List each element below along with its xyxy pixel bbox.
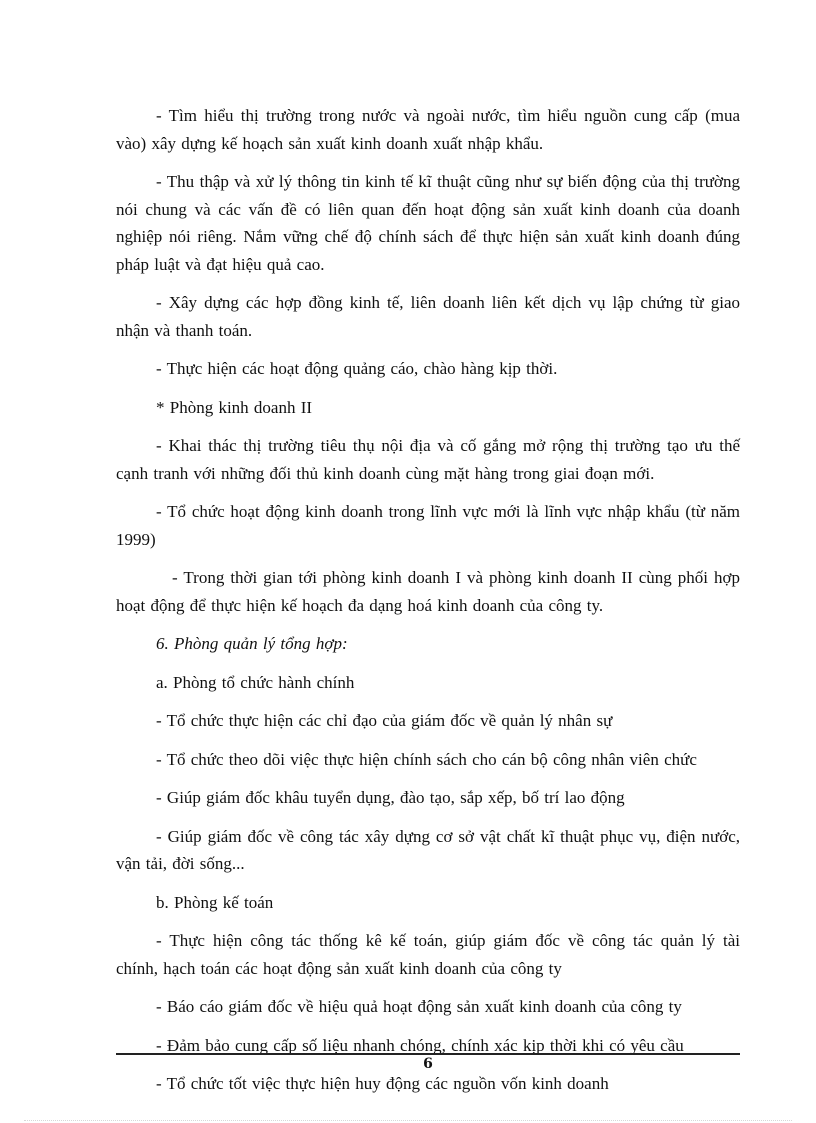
paragraph-advertising: - Thực hiện các hoạt động quảng cáo, chào hàng kịp thời. — [156, 359, 558, 378]
paragraph-recruitment: - Giúp giám đốc khâu tuyển dụng, đào tạo, sắp xếp, bố trí lao động — [156, 788, 625, 807]
paragraph-hr-directives: - Tổ chức thực hiện các chỉ đạo của giám đốc về quản lý nhân sự — [156, 711, 613, 730]
paragraph-capital-mobilization: - Tổ chức tốt việc thực hiện huy động các nguồn vốn kinh doanh — [156, 1074, 609, 1093]
paragraph-information-processing: - Thu thập và xử lý thông tin kinh tế kĩ thuật cũng như sự biến động của thị trường nói chung và các vấn đề có liên quan đến hoạt động sản xuất kinh doanh của doanh nghiệp nói riêng. Nắm vững chế độ chính sách để thực hiện sản xuất kinh doanh đúng pháp luật và đạt hiệu quả cao. — [116, 172, 740, 274]
paragraph-data-supply: - Đảm bảo cung cấp số liệu nhanh chóng, chính xác kịp thời khi có yêu cầu — [156, 1035, 684, 1055]
section-heading-general-management: 6. Phòng quản lý tổng hợp: — [156, 634, 348, 653]
paragraph-domestic-market: - Khai thác thị trường tiêu thụ nội địa và cố gắng mở rộng thị trường tạo ưu thế cạnh tranh với những đối thủ kinh doanh cùng mặt hàng trong giai đoạn mới. — [116, 436, 740, 483]
heading-business-department-2: * Phòng kinh doanh II — [156, 397, 313, 417]
page-bottom-dotted-edge — [24, 1120, 792, 1121]
paragraph-accounting-statistics: - Thực hiện công tác thống kê kế toán, giúp giám đốc về công tác quản lý tài chính, hạch toán các hoạt động sản xuất kinh doanh của công ty — [116, 931, 740, 978]
document-body — [116, 102, 740, 1098]
paragraph-diversification-plan: - Trong thời gian tới phòng kinh doanh I và phòng kinh doanh II cùng phối hợp hoạt động để thực hiện kế hoạch đa dạng hoá kinh doanh của công ty. — [116, 568, 740, 615]
paragraph-market-research: - Tìm hiểu thị trường trong nước và ngoài nước, tìm hiểu nguồn cung cấp (mua vào) xây dựng kế hoạch sản xuất kinh doanh xuất nhập khẩu. — [116, 106, 740, 153]
page-number: 6 — [423, 1056, 433, 1072]
paragraph-economic-contracts: - Xây dựng các hợp đồng kinh tế, liên doanh liên kết dịch vụ lập chứng từ giao nhận và thanh toán. — [116, 293, 740, 340]
subheading-administration-office: a. Phòng tổ chức hành chính — [156, 672, 355, 692]
paragraph-infrastructure: - Giúp giám đốc về công tác xây dựng cơ sở vật chất kĩ thuật phục vụ, điện nước, vận tải, đời sống... — [116, 826, 740, 873]
footer-divider — [116, 1053, 740, 1055]
paragraph-staff-policy: - Tổ chức theo dõi việc thực hiện chính sách cho cán bộ công nhân viên chức — [156, 749, 697, 769]
subheading-accounting-office: b. Phòng kế toán — [156, 892, 274, 912]
paragraph-efficiency-report: - Báo cáo giám đốc về hiệu quả hoạt động sản xuất kinh doanh của công ty — [156, 997, 682, 1016]
paragraph-import-business: - Tổ chức hoạt động kinh doanh trong lĩnh vực mới là lĩnh vực nhập khẩu (từ năm 1999) — [116, 502, 740, 549]
